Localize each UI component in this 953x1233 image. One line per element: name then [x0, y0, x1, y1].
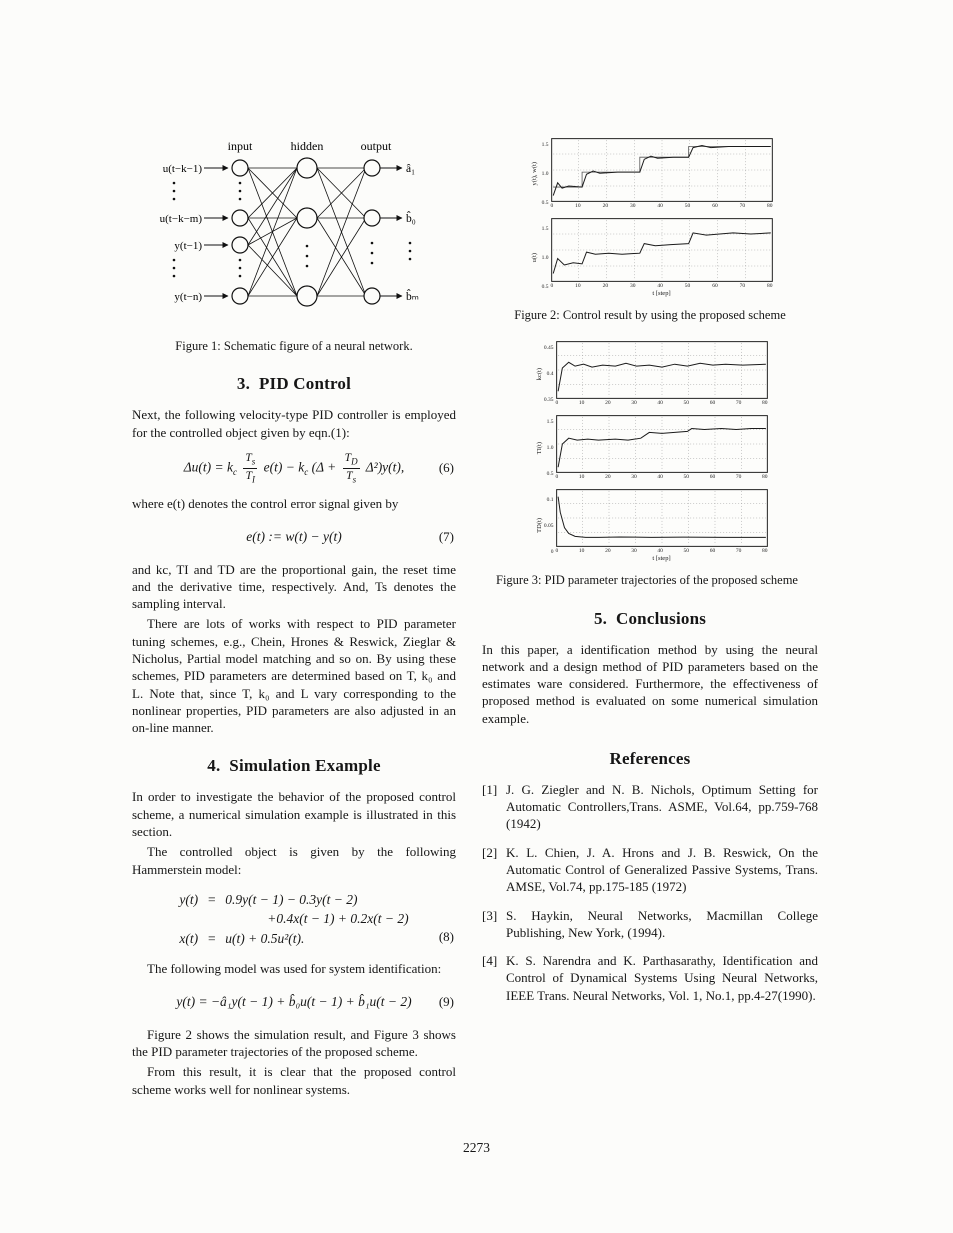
reference-label: [1]	[482, 781, 498, 797]
reference-text: J. G. Ziegler and N. B. Nichols, Optimum Setting for Automatic Controllers,Trans. ASME, Vol.64, pp.759-768 (1942)	[506, 781, 818, 832]
reference-label: [2]	[482, 844, 498, 860]
figure-1-caption: Figure 1: Schematic figure of a neural network.	[175, 339, 413, 353]
reference-item	[482, 844, 818, 896]
equation-7: e(t) := w(t) − y(t) (7)	[246, 528, 454, 544]
figure-2-caption: Figure 2: Control result by using the proposed scheme	[514, 308, 786, 322]
equation-6-body: $\Delta u(t) = k_c$ $\frac{T_s}{T_I}$ $e(t) - k_c$ (Δ + $\frac{T_D}{T_s}$ Δ²)y(t),	[183, 451, 405, 484]
figure-1	[132, 138, 456, 354]
figure2-plot-output	[528, 138, 773, 209]
plot-canvas	[551, 218, 773, 282]
paragraph-gains: and kc, TI and TD are the proportional gain, the reset time and the derivative time, respectively. And, Ts denotes the sampling interval.	[132, 561, 456, 612]
reference-label: [3]	[482, 907, 498, 923]
output-arrows	[380, 168, 402, 296]
figure2-plot-input	[528, 218, 773, 297]
paragraph-result: From this result, it is clear that the proposed control scheme works well for nonlinear systems.	[132, 1064, 456, 1097]
layer-label-input: input	[227, 139, 253, 153]
references-heading: References	[609, 748, 691, 768]
figure-3-caption: Figure 3: PID parameter trajectories of the proposed scheme	[496, 573, 798, 588]
y-axis-label: TI(t)	[535, 441, 543, 454]
figure3-plot-td	[533, 489, 768, 562]
equation-number: (6)	[438, 460, 454, 476]
x-axis-ticks: 0 10 20 30 40 50 60 70 80	[555, 548, 768, 555]
reference-item	[482, 952, 818, 1004]
figure3-plot-ti	[533, 415, 768, 480]
output-label: b̂ₘ	[406, 291, 419, 303]
equation-number: (8)	[438, 928, 454, 944]
plot-canvas	[556, 489, 768, 547]
right-column	[482, 138, 818, 1101]
left-column	[132, 138, 456, 1101]
paragraph-pid-intro: Next, the following velocity-type PID controller is employed for the controlled object given by eqn.(1):	[132, 407, 456, 440]
y-axis-label: y(t), w(t)	[530, 161, 538, 186]
paragraph-conclusions: In this paper, a identification method by using the neural network and a design method of PID parameters based on the estimates ware considered. Furthermore, the effectiveness of proposed method is evaluated on some numerical simulation example.	[482, 641, 818, 726]
x-axis-ticks: 0 10 20 30 40 50 60 70 80	[550, 283, 773, 289]
output-label: â₁	[406, 163, 416, 175]
equation-6	[132, 452, 456, 484]
y-axis-ticks: 1.5 1.0 0.5	[541, 225, 549, 290]
fraction: $\frac{T_s}{T_I}$	[245, 451, 256, 484]
y-axis-ticks: 1.5 1.0 0.5	[546, 418, 554, 477]
figure-2-plots	[482, 138, 818, 297]
input-arrows	[204, 168, 228, 296]
paragraph-error-signal: where e(t) denotes the control error signal given by	[132, 496, 399, 512]
neural-network-diagram	[144, 138, 444, 328]
input-label: u(t−k−1)	[162, 163, 202, 175]
input-nodes	[232, 160, 248, 304]
x-axis-ticks: 0 10 20 30 40 50 60 70 80	[555, 400, 768, 407]
figure-2	[482, 138, 818, 323]
reference-text: S. Haykin, Neural Networks, Macmillan College Publishing, New York, (1994).	[506, 907, 818, 940]
paragraph-sim-intro: In order to investigate the behavior of the proposed control scheme, a numerical simulation example is illustrated in this section.	[132, 789, 456, 839]
paragraph-tuning-schemes: There are lots of works with respect to PID parameter tuning schemes, e.g., Chein, Hrones & Reswick, Zieglar & Nicholus, Partial model matching and so on. By using these schemes, PID parameters are determined based on T, k₀ and L. Note that, since T, k₀ and L vary corresponding to the nonlinear properties, PID parameters are also adjusted in an on-line manner.	[132, 616, 456, 736]
input-label: y(t−n)	[174, 291, 202, 303]
x-axis-ticks: 0 10 20 30 40 50 60 70 80	[555, 474, 768, 481]
layer-label-hidden: hidden	[290, 139, 324, 153]
x-axis-ticks: 0 10 20 30 40 50 60 70 80	[550, 203, 773, 209]
paragraph-hammerstein: The controlled object is given by the following Hammerstein model:	[132, 844, 456, 877]
reference-label: [4]	[482, 953, 498, 969]
x-axis-title: t [step]	[652, 290, 671, 297]
equation-number: (9)	[438, 993, 454, 1009]
reference-text: K. L. Chien, J. A. Hrons and J. B. Reswick, On the Automatic Control of Generalized Passive Systems, Trans. AMSE, Vol.74, pp.175-185 (1972)	[506, 844, 818, 895]
y-axis-label: TD(t)	[535, 518, 543, 534]
td-line	[558, 497, 766, 538]
plot-canvas	[551, 138, 773, 202]
section-4-heading: 4. Simulation Example	[207, 756, 381, 776]
y-axis-label: u(t)	[530, 252, 538, 263]
section-5-heading: 5. Conclusions	[593, 608, 707, 628]
hidden-nodes	[297, 158, 317, 306]
x-axis-title: t [step]	[652, 555, 671, 563]
input-label: u(t−k−m)	[159, 213, 202, 225]
plot-canvas	[556, 415, 768, 473]
paragraph-identification-model: The following model was used for system identification:	[147, 961, 442, 977]
y-axis-label: kc(t)	[535, 367, 543, 380]
equation-number: (7)	[438, 528, 454, 544]
section-3-heading: 3. PID Control	[236, 374, 352, 394]
y-axis-ticks: 0.1 0.05 0	[543, 496, 554, 555]
paragraph-figures-reference: Figure 2 shows the simulation result, and Figure 3 shows the PID parameter trajectories of the proposed scheme.	[132, 1026, 456, 1060]
plot-canvas	[556, 341, 768, 399]
figure-3-plots	[482, 341, 818, 562]
hidden-output-connections	[317, 168, 366, 296]
reference-item	[482, 907, 818, 942]
output-label: b̂₀	[406, 213, 416, 225]
fraction: $\frac{T_D}{T_s}$	[344, 451, 358, 484]
figure3-plot-kc	[533, 341, 768, 406]
y-axis-ticks: 1.5 1.0 0.5	[541, 141, 549, 206]
reference-item	[482, 781, 818, 833]
reference-text: K. S. Narendra and K. Parthasarathy, Identification and Control of Dynamical Systems Using Neural Networks, IEEE Trans. Neural Networks, Vol. 1, No.1, pp.4-27(1990).	[506, 953, 818, 1003]
input-label: y(t−1)	[174, 240, 202, 252]
layer-label-output: output	[360, 139, 392, 153]
equation-9: y(t) = −â₁y(t − 1) + b̂₀u(t − 1) + b̂₁u(t − 2) (9)	[176, 993, 454, 1009]
equation-8: y(t) = 0.9y(t − 1) − 0.3y(t − 2) +0.4x(t − 1) + 0.2x(t − 2) x(t) = u(t) + 0.5u²(t). (8)	[179, 891, 454, 946]
output-nodes	[364, 160, 380, 304]
y-axis-ticks: 0.45 0.4 0.35	[543, 344, 554, 403]
input-hidden-connections	[248, 168, 297, 296]
figure-3	[482, 341, 818, 588]
ellipsis-dots	[173, 182, 412, 278]
page-number: 2273	[463, 1140, 490, 1155]
